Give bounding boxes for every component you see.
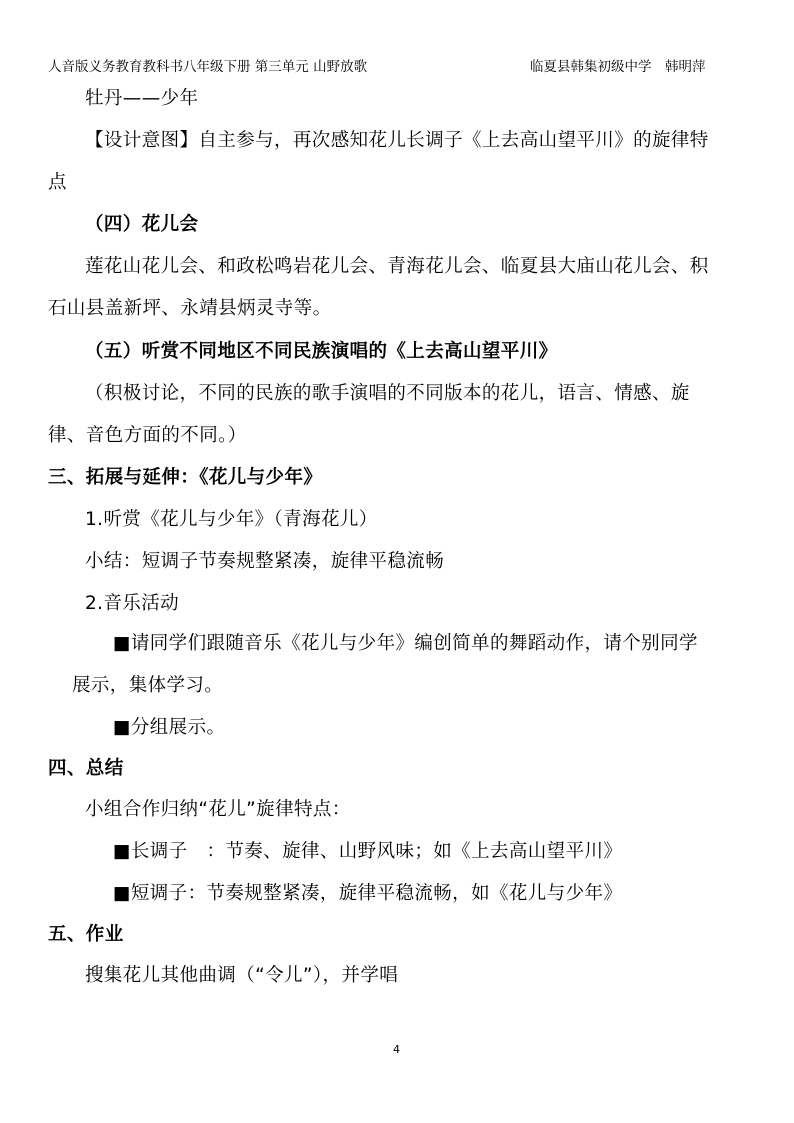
line-peony-youth: 牡丹——少年 xyxy=(85,88,199,109)
line-activity-bullet-1-cont: 展示，集体学习。 xyxy=(72,675,224,696)
section-heading-listen: （五）听赏不同地区不同民族演唱的《上去高山望平川》 xyxy=(85,341,558,362)
line-long-tune: ■长调子 ：节奏、旋律、山野风味；如《上去高山望平川》 xyxy=(113,841,623,862)
line-activity-bullet-2: ■分组展示。 xyxy=(113,717,226,738)
line-short-tune: ■短调子：节奏规整紧凑，旋律平稳流畅，如《花儿与少年》 xyxy=(113,883,623,904)
page-number: 4 xyxy=(393,1043,400,1056)
line-design-intent-cont: 点 xyxy=(48,172,67,193)
line-summary: 小结：短调子节奏规整紧凑，旋律平稳流畅 xyxy=(85,551,445,572)
line-music-activity: 2.音乐活动 xyxy=(85,593,180,614)
line-festivals-cont: 石山县盖新坪、永靖县炳灵寺等。 xyxy=(48,298,332,319)
line-homework: 搜集花儿其他曲调（“令儿”），并学唱 xyxy=(85,965,399,986)
header-title: 人音版义务教育教科书八年级下册 第三单元 山野放歌 xyxy=(48,59,368,75)
section-heading-homework: 五、作业 xyxy=(48,924,124,945)
section-heading-extension: 三、拓展与延伸：《花儿与少年》 xyxy=(48,467,323,488)
header-author: 临夏县韩集初级中学 韩明萍 xyxy=(530,59,706,75)
section-heading-huaerhui: （四）花儿会 xyxy=(85,214,199,235)
line-group-summary: 小组合作归纳“花儿”旋律特点： xyxy=(85,799,351,820)
section-heading-conclusion: 四、总结 xyxy=(48,758,124,779)
line-activity-bullet-1: ■请同学们跟随音乐《花儿与少年》编创简单的舞蹈动作，请个别同学 xyxy=(113,633,698,654)
line-festivals: 莲花山花儿会、和政松鸣岩花儿会、青海花儿会、临夏县大庙山花儿会、积 xyxy=(85,256,709,277)
line-discussion-cont: 律、音色方面的不同。） xyxy=(48,425,247,446)
line-listen-item: 1.听赏《花儿与少年》（青海花儿） xyxy=(85,509,378,530)
line-discussion: （积极讨论，不同的民族的歌手演唱的不同版本的花儿，语言、情感、旋 xyxy=(85,383,690,404)
line-design-intent: 【设计意图】自主参与，再次感知花儿长调子《上去高山望平川》的旋律特 xyxy=(85,130,709,151)
